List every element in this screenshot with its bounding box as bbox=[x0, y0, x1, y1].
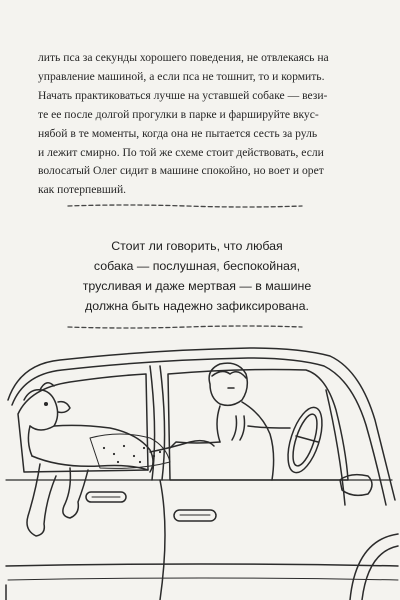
front-window bbox=[168, 370, 348, 481]
side-mirror bbox=[340, 475, 372, 496]
wheel-arch bbox=[350, 534, 398, 600]
quote-line: Стоит ли говорить, что любая bbox=[111, 239, 283, 253]
dog-figure bbox=[24, 383, 214, 536]
body-line: нябой в те моменты, когда она не пытается сесть за руль bbox=[38, 126, 318, 140]
body-line: те ее после долгой прогулки в парке и фаршируйте вкус- bbox=[38, 107, 319, 121]
body-line: Начать практиковаться лучше на уставшей собаке — вези- bbox=[38, 88, 328, 102]
body-line: управление машиной, а если пса не тошнит, то и кормить. bbox=[38, 69, 325, 83]
body-line: как потерпевший. bbox=[38, 183, 127, 197]
body-line: и лежит смирно. По той же схеме стоит действовать, если bbox=[38, 145, 324, 159]
body-text bbox=[38, 49, 356, 200]
body-line: лить пса за секунды хорошего поведения, не отвлекаясь на bbox=[38, 51, 329, 64]
dashed-divider-top bbox=[66, 203, 304, 209]
pull-quote bbox=[72, 236, 322, 316]
quote-line: должна быть надежно зафиксирована. bbox=[85, 299, 309, 313]
car-body bbox=[6, 348, 398, 600]
driver-figure bbox=[170, 363, 290, 480]
quote-line: трусливая и даже мертвая — в машине bbox=[82, 279, 312, 293]
car-dog-illustration bbox=[0, 330, 400, 600]
door-handle-front bbox=[174, 510, 216, 521]
rear-window bbox=[18, 374, 148, 472]
door-handle-rear bbox=[86, 492, 126, 502]
quote-line: собака — послушная, беспокойная, bbox=[93, 259, 301, 273]
body-line: волосатый Олег сидит в машине спокойно, но воет и орет bbox=[38, 164, 324, 178]
steering-wheel bbox=[281, 403, 329, 476]
